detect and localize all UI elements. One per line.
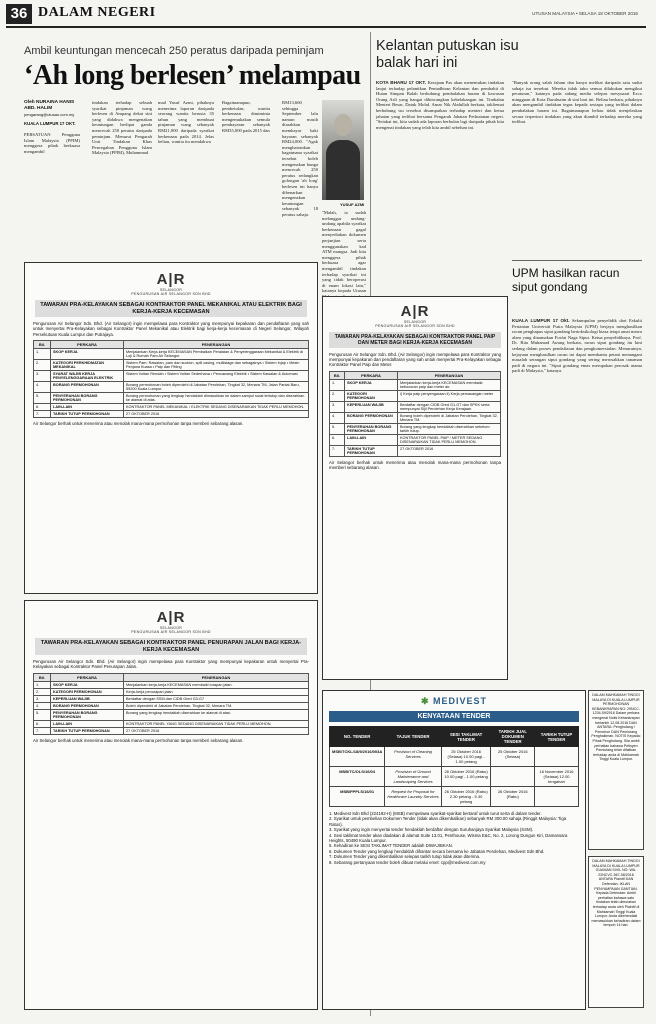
upm-dateline: KUALA LUMPUR 17 Okt.: [512, 318, 570, 323]
medivest-cell-no: MSB/FPPLS/16/01: [330, 787, 385, 807]
ad-intro: Pengurusan Air Selangor Sdn. Bhd. (Air Selangor) ingin mempelawa para Kontraktor yang mempunyai kepakaran dan pendaftaran yang sah untuk menyertai Pra-Kelayakan sebagai Kontraktor Panel Paip dan Meter.: [329, 352, 501, 368]
table-row: [330, 390, 501, 401]
table-cell-desc: Sistem Pam: Rawatan, pam dan suction, spill casing, multistage dan sebagainya • Sistem Injap • Mesin Penjana Kuasa • Paip dan Fitting: [124, 359, 309, 370]
ad-title: TAWARAN PRA-KELAYAKAN SEBAGAI KONTRAKTOR PANEL PENURAPAN JALAN BAGI KERJA-KERJA KECEMASAN: [35, 638, 307, 655]
air-selangor-logo: A|R: [156, 271, 186, 288]
medivest-cell-no: MSB/TC/OLS/16/04: [330, 767, 385, 787]
medivest-cell-brief: 26 Oktober 2016 (Rabu) 10.00 pagi - 1.00 petang: [441, 767, 491, 787]
table-cell-item: SYARAT WAJIB KERJA PENYELENGGARAAN ELEKTRIK: [51, 370, 124, 381]
medivest-cell-close: [535, 747, 579, 767]
table-cell-item: BORANG PERMOHONAN: [345, 412, 398, 423]
table-row: [34, 359, 309, 370]
table-cell-no: 6.: [34, 720, 51, 727]
tender-ad-mechanical: [24, 262, 318, 594]
table-cell-item: BORANG PERMOHONAN: [51, 702, 124, 709]
medivest-note: 3. Syarikat yang ingin menyertai tender hendaklah berdaftar dengan Suruhanjaya Syarikat Malaysia (SSM).: [329, 827, 534, 833]
section-title: DALAM NEGERI: [38, 5, 156, 20]
medivest-header: NO. TENDER: [330, 727, 385, 747]
story-kicker: Ambil keuntungan mencecah 250 peratus daripada peminjam: [24, 45, 324, 57]
table-cell-item: PENYERAHAN BORANG PERMOHONAN: [51, 709, 124, 720]
medivest-row: [330, 787, 579, 807]
table-row: [34, 392, 309, 403]
ad-footer: Air Selangor berhak untuk menerima atau menolak mana-mana permohonan tanpa memberi sebarang alasan.: [33, 420, 244, 426]
kelantan-col-2: "Banyak orang salah faham dan hanya melihat daripada satu sudut sahaja isu tersebut. Mereka tidak tahu semua dilakukan mengikut peraturan," katanya pada sidang media selepas mesyuarat Exco mingguan di Kota Darulnaim di sini hari ini. Beliau berkata, pihaknya akan mengambil tindakan tegas kepada sesiapa yang terlibat dalam pembalakan haram ini. Bagaimanapun beliau tidak menjelaskan secara terperinci tindakan yang akan diambil terhadap mereka yang terlibat.: [512, 80, 642, 125]
ad-table: [33, 340, 309, 418]
table-row: [330, 401, 501, 412]
table-row: [330, 445, 501, 456]
table-cell-item: TARIKH TUTUP PERMOHONAN: [51, 410, 124, 417]
table-cell-desc: Borang boleh diperolehi di Jabatan Perolehan, Tingkat 32, Menara TM.: [398, 412, 501, 423]
table-cell-item: TARIKH TUTUP PERMOHONAN: [51, 727, 124, 734]
ad-title: TAWARAN PRA-KELAYAKAN SEBAGAI KONTRAKTOR PANEL MEKANIKAL ATAU ELEKTRIK BAGI KERJA-KERJA KECEMASAN: [35, 300, 307, 317]
upm-text: Sekumpulan penyelidik dari Fakulti Pertanian Universiti Putra Malaysia (UPM) berjaya menghasilkan racun penghapus siput gondang bertoksikologi biasa tetapi amat mesra alam yang dinamakan Fosfat Naga Siput. Ketua penyelidiknya, Prof. Dr. Rita Muhamad Awang berkata, racun siput gondang itu kini sedang dalam proses pendaftaran dan pengkomersialan. Menurutnya, kejayaan menghasilkan racun ini dapat membantu petani menangani masalah serangan siput gondang yang sering merosakkan tanaman padi di negara ini. "Siput gondang emas merupakan perosak utama padi di Malaysia," katanya.: [512, 318, 642, 374]
table-cell-desc: Borang permohonan yang lengkap hendaklah dimasukkan ke dalam sampul surat tertutup dan diserahkan ke alamat di atas.: [124, 392, 309, 403]
table-row: [34, 720, 309, 727]
table-row: [34, 688, 309, 695]
table-cell-desc: Borang yang lengkap hendaklah diserahkan sebelum tarikh tutup.: [398, 423, 501, 434]
table-cell-no: 7.: [34, 727, 51, 734]
medivest-cell-title: Provision of Ground Maintenance and Landscaping Services: [385, 767, 442, 787]
table-cell-desc: KONTRAKTOR PANEL MEKANIKAL / ELEKTRIK SEDANG DISENARAIKAN TIDAK PERLU MEMOHON.: [124, 403, 309, 410]
medivest-row: [330, 747, 579, 767]
medivest-cell-brief: 26 Oktober 2016 (Rabu) 2.30 petang - 5.30 petang: [441, 787, 491, 807]
table-cell-no: 1.: [34, 681, 51, 688]
medivest-row: [330, 767, 579, 787]
kelantan-divider: [512, 260, 642, 261]
medivest-logo: [323, 696, 585, 707]
dateline: KUALA LUMPUR 17 OKT.: [24, 121, 76, 126]
table-cell-item: TARIKH TUTUP PERMOHONAN: [345, 445, 398, 456]
table-row: [34, 702, 309, 709]
table-cell-desc: Kerja-kerja penurapan jalan: [124, 688, 309, 695]
table-cell-desc: 27 OKTOBER 2016: [124, 410, 309, 417]
medivest-note: 8. Sebarang pertanyaan tender boleh dibuat melalui emel: cpp@medivest.com.my: [329, 859, 486, 865]
table-row: [34, 681, 309, 688]
table-row: [330, 379, 501, 390]
table-cell-item: KATEGORI PERKHIDMATAN MEKANIKAL: [51, 359, 124, 370]
story-col-2: tindakan terhadap sebuah syarikat pinjaman wang berlesen di Ampang dekat sini yang didakwa mengenakan keuntungan berlipat ganda mencecah 250 peratus daripada peminjam. Menurut Pengarah Unit Tindakan Khas Pencegahan Pengguna Islam Malaysia (PPIM), Muhammad: [92, 100, 152, 156]
table-row: [34, 709, 309, 720]
medivest-cell-sale: [491, 767, 535, 787]
table-cell-no: 2.: [34, 688, 51, 695]
table-row: [34, 727, 309, 734]
col-no: Bil.: [330, 371, 345, 379]
table-cell-desc: 27 OKTOBER 2016: [124, 727, 309, 734]
table-cell-no: 1.: [330, 379, 345, 390]
logo-subtitle: SELANGOR: [403, 320, 427, 324]
medivest-logo-icon: ✱: [420, 696, 430, 706]
air-selangor-logo: A|R: [156, 609, 186, 626]
ad-footer: Air Selangor berhak untuk menerima atau menolak mana-mana permohonan tanpa memberi sebarang alasan.: [329, 459, 501, 470]
col-desc: PENERANGAN: [124, 673, 309, 681]
table-cell-item: PENYERAHAN BORANG PERMOHONAN: [51, 392, 124, 403]
medivest-note: 7. Dokumen Tender yang dikembalikan selepas tarikh tutup tidak akan diterima.: [329, 854, 481, 860]
ad-table: [329, 371, 501, 457]
medivest-cell-sale: 26 Oktober 2016 (Rabu): [491, 787, 535, 807]
table-cell-no: 5.: [34, 392, 51, 403]
legal-notice-1: DALAM MAHKAMAH TINGGI MALAYA DI KUALA LUMPUR PERMOHONAN KEBANKRAPAN NO: 29NCC-1234-09/2016 Dalam perkara mengenai Notis Kebankrapan bertarikh 12.08.2016 DAN ANTARA: Penghutang / Pemohon DAN Pemiutang Penghakiman. NOTIS Kepada: Pihak Penghutang. Sila ambil perhatian bahawa Petisyen Pemiutang telah difailkan terhadap anda di Mahkamah Tinggi Kuala Lumpur.: [588, 690, 644, 850]
table-cell-desc: Boleh diperolehi di Jabatan Perolehan, Tingkat 32, Menara TM.: [124, 702, 309, 709]
table-cell-no: 6.: [330, 434, 345, 445]
table-row: [34, 381, 309, 392]
table-row: [34, 695, 309, 702]
logo-subtitle: SELANGOR: [159, 288, 183, 292]
table-cell-no: 1.: [34, 348, 51, 359]
table-row: [330, 434, 501, 445]
medivest-header: SESI TAKLIMAT TENDER: [441, 727, 491, 747]
table-cell-item: SKOP KERJA: [345, 379, 398, 390]
kelantan-col-1: [376, 80, 504, 130]
table-cell-desc: 27 OKTOBER 2016: [398, 445, 501, 456]
medivest-cell-sale: 25 Oktober 2016 (Selasa): [491, 747, 535, 767]
medivest-header: TARIKH JUAL DOKUMEN TENDER: [491, 727, 535, 747]
story-col-4: Bagaimanapun, pembetulan, wanita berkenaan dimiminta mengemukakan semula pembayaran sebanyak RM35,000 pada 2015 dan: [222, 100, 270, 133]
kelantan-text-1: Kerajaan Pas akan menentukan tindakan lanjut terhadap pelantikan Pentadbiran Kelantan dan pembabit di Hutan Simpan Balah berhubung pembalakan haram di kawasan Orang Asli yang hangat dibincangkan kebelakangan ini. Timbalan Menteri Besar, Datuk Mohd. Amar Nik Abdullah berkata, takliemat berhubung isu tersebut disampaikan terhadap menteri dan ketua jabatan yang terlibat bersama Pengarah Jabatan Perhutanan negeri. "Setakat ini, kita sudah ada laporan berbulan lagi daripada pihak kita mengenai tindakan yang telah kita ambil sebelum ini.: [376, 80, 504, 130]
kelantan-dateline: KOTA BHARU 17 OKT.: [376, 80, 426, 85]
byline-name-2: ABD. HALIM: [24, 106, 53, 111]
table-cell-desc: Menjalankan kerja-kerja KECEMASAN membaiki kebocoran paip dan meter air.: [398, 379, 501, 390]
story-headline: ‘Ah long berlesen’ melampau: [24, 60, 361, 91]
tender-ad-road-paving: [24, 600, 318, 1010]
medivest-cell-title: Request for Proposal for Healthcare Laundry Services: [385, 787, 442, 807]
col-no: Bil.: [34, 673, 51, 681]
table-row: [34, 348, 309, 359]
upm-body: [512, 318, 642, 374]
medivest-header: TAJUK TENDER: [385, 727, 442, 747]
table-cell-no: 4.: [34, 381, 51, 392]
col-item: PERKARA: [345, 371, 398, 379]
medivest-notes: [329, 811, 579, 865]
medivest-note: 1. Medivest Sdn Bhd (224192-H) (MSB) mempelawa syarikat-syarikat bertaraf untuk turut serta di dalam tender.: [329, 811, 542, 816]
table-cell-no: 7.: [34, 410, 51, 417]
col-desc: PENERANGAN: [398, 371, 501, 379]
table-cell-item: KEPERLUAN WAJIB: [345, 401, 398, 412]
table-cell-no: 7.: [330, 445, 345, 456]
table-cell-item: LAIN-LAIN: [51, 403, 124, 410]
table-cell-no: 4.: [330, 412, 345, 423]
medivest-note: 6. Dokumen Tender yang lengkap hendaklah dihantar secara bersama ke Jabatan Perolehan, Medivest Sdn Bhd.: [329, 848, 545, 854]
table-cell-desc: i) Kerja paip penyengaraan ii) Kerja pemasangan meter: [398, 390, 501, 401]
kelantan-headline: Kelantan putuskan isu balak hari ini: [376, 38, 519, 71]
story-col-5: RM13,660 sehingga September lalu namun masih diarahkan membayar baki bayaran sebanyak RM24,000. "Agak menghairankan bagaimana syarikat tersebut boleh mengenakan bunga mencecah 250 peratus sedangkan golongan 'ah long' berlesen ini hanya dibenarkan mengenakan keuntungan sebanyak 18 peratus sahaja.: [282, 100, 318, 217]
table-cell-no: 5.: [330, 423, 345, 434]
upm-headline: UPM hasilkan racun siput gondang: [512, 266, 620, 294]
table-cell-no: 5.: [34, 709, 51, 720]
table-cell-no: 4.: [34, 702, 51, 709]
table-cell-desc: Menjalankan kerja-kerja KECEMASAN membaiki turapan jalan.: [124, 681, 309, 688]
table-cell-desc: KONTRAKTOR PANEL YANG SEDANG DISENARAIKAN TIDAK PERLU MEMOHON.: [124, 720, 309, 727]
tender-ad-pipe-meter: [322, 296, 508, 680]
byline-email: pengarang@utusan.com.my: [24, 112, 75, 117]
table-row: [330, 412, 501, 423]
ad-table: [33, 673, 309, 735]
table-cell-item: LAIN-LAIN: [51, 720, 124, 727]
col-item: PERKARA: [51, 673, 124, 681]
issuer-name: PENGURUSAN AIR SELANGOR SDN BHD: [375, 324, 455, 328]
ad-title: TAWARAN PRA-KELAYAKAN SEBAGAI KONTRAKTOR PANEL PAIP DAN METER BAGI KERJA-KERJA KECEMASAN: [329, 332, 501, 348]
table-cell-desc: Berdaftar dengan SSM dan CIDB Gred G3-G7: [124, 695, 309, 702]
table-cell-item: BORANG PERMOHONAN: [51, 381, 124, 392]
table-cell-desc: Menjalankan Kerja-kerja KECEMASAN Pembaikan Peralatan & Penyelenggaraan Mekanikal & Elektrik di Loji & Rumah Pam Air Selangor.: [124, 348, 309, 359]
medivest-title: KENYATAAN TENDER: [329, 711, 579, 722]
table-cell-item: KATEGORI PERMOHONAN: [345, 390, 398, 401]
issuer-name: PENGURUSAN AIR SELANGOR SDN BHD: [131, 630, 211, 634]
medivest-cell-title: Provision of Cleaning Services: [385, 747, 442, 767]
table-cell-no: 3.: [34, 695, 51, 702]
medivest-header: TARIKH TUTUP TENDER: [535, 727, 579, 747]
medivest-note: 2. Syarikat untuk pembelian Dokumen Tender (tidak akan dikembalikan) sebanyak RM 300.00 sahaja (Ringgit Malaysia: Tiga Ratus).: [329, 816, 567, 827]
logo-subtitle: SELANGOR: [159, 626, 183, 630]
medivest-cell-no: MSB/TCKL/18/9/2016/003A: [330, 747, 385, 767]
table-cell-no: 2.: [330, 390, 345, 401]
medivest-table: [329, 726, 579, 807]
table-cell-item: KATEGORI PERMOHONAN: [51, 688, 124, 695]
medivest-tender-ad: [322, 690, 586, 1010]
story-col-6: "Malah, ia sudah melanggar undang-undang apabila syarikat berkenaan gagal menyediakan dokumen perjanjian serta menggunakan kad ATM mangsa. Jadi kita menggesa pihak berkuasa agar mengambil tindakan terhadap syarikat ini yang tidak beroperasi di enam lokasi lain," katanya kepada Utusan: [322, 210, 366, 294]
photo-caption: YUSUF AZMI: [340, 202, 365, 207]
table-cell-item: KEPERLUAN WAJIB: [51, 695, 124, 702]
table-cell-item: PENYERAHAN BORANG PERMOHONAN: [345, 423, 398, 434]
table-cell-item: LAIN-LAIN: [345, 434, 398, 445]
table-row: [34, 403, 309, 410]
table-cell-no: 3.: [34, 370, 51, 381]
page-number: 36: [6, 4, 32, 24]
table-cell-no: 3.: [330, 401, 345, 412]
table-cell-desc: Sistem Voltan Rendah • Sistem Voltan Sederhana • Pencawang Elektrik • Sistem Kawalan & Automasi: [124, 370, 309, 381]
col-item: PERKARA: [51, 340, 124, 348]
medivest-cell-brief: 25 Oktober 2016 (Selasa) 10.00 pagi - 1.00 petang: [441, 747, 491, 767]
table-row: [34, 410, 309, 417]
byline-name: Oleh NURAINA HANIS: [24, 100, 75, 105]
legal-notice-2: DALAM MAHKAMAH TINGGI MALAYA DI KUALA LUMPUR GUAMAN SIVIL NO: WA-22NCVC-567-08/2016 ANTARA Plaintif DAN Defendan. IKLAN PENYAMPAIAN GANTIAN. Kepada Defendan: Ambil perhatian bahawa satu tindakan telah dimulakan terhadap anda oleh Plaintif di Mahkamah Tinggi Kuala Lumpur. Anda dikehendaki memasukkan kehadiran dalam tempoh 14 hari.: [588, 856, 644, 1008]
ad-footer: Air Selangor berhak untuk menerima atau menolak mana-mana permohonan tanpa memberi sebarang alasan.: [33, 737, 244, 743]
table-cell-item: SKOP KERJA: [51, 681, 124, 688]
story-col-1: PERSATUAN Pengguna Islam Malaysia (PPIM) menggesa pihak berkuasa mengambil: [24, 132, 80, 154]
air-selangor-logo: A|R: [400, 303, 430, 320]
ad-intro: Pengurusan Air Selangor Sdn. Bhd. (Air Selangor) ingin mempelawa para Kontraktor yang mempunyai kepakaran untuk menyertai Pra-Kelayakan sebagai Kontraktor Panel Penurapan Jalan.: [33, 659, 309, 670]
table-cell-no: 2.: [34, 359, 51, 370]
byline: [24, 100, 80, 127]
table-cell-desc: Borang permohonan boleh diperolehi di Jabatan Perolehan, Tingkat 32, Menara TM, Jalan Pantai Baru, 59200 Kuala Lumpur.: [124, 381, 309, 392]
medivest-note: 5. Kehadiran ke SESI TAKLIMAT TENDER adalah DIWAJIBKAN.: [329, 843, 453, 849]
col-desc: PENERANGAN: [124, 340, 309, 348]
table-row: [330, 423, 501, 434]
publication-info: UTUSAN MALAYSIA • SELASA 18 OKTOBER 2016: [532, 11, 638, 16]
issuer-name: PENGURUSAN AIR SELANGOR SDN BHD: [131, 292, 211, 296]
header-rule: [6, 26, 646, 28]
portrait-photo: [322, 100, 364, 200]
col-no: Bil.: [34, 340, 51, 348]
table-row: [34, 370, 309, 381]
medivest-brand: MEDIVEST: [433, 696, 488, 706]
table-cell-desc: Borang yang lengkap hendaklah diserahkan ke alamat di atas.: [124, 709, 309, 720]
medivest-cell-close: 16 November 2016 (Selasa) 12.00 tengahari: [535, 767, 579, 787]
story-col-3: mad Yusuf Azmi, pihaknya menerima laporan daripada seorang wanita berusia 35 tahun yang membuat pinjaman wang sebanyak RM21,000 daripada syarikat berkenaan pada 2014. Jelas beliau, wanita itu mendakwa: [158, 100, 214, 145]
table-cell-item: SKOP KERJA: [51, 348, 124, 359]
medivest-note: 4. Sesi taklimat tender akan diadakan di alamat Suite 13.01, Penthouse, Wisma E&C, No. 2, Lorong Dungun Kiri, Damansara Heights, 50490 Kuala Lumpur.: [329, 832, 568, 844]
medivest-cell-close: [535, 787, 579, 807]
table-cell-desc: Berdaftar dengan CIDB Gred G1-G7 dan SPKK serta mempunyai Sijil Perolehan Kerja Kerajaan.: [398, 401, 501, 412]
ad-intro: Pengurusan Air Selangor Sdn. Bhd. (Air Selangor) ingin mempelawa para Kontraktor yang mempunyai kepakaran dan pendaftaran yang sah untuk menyertai Pra-Kelayakan sebagai Kontraktor Panel Mekanikal atau Elektrik bagi kerja-kerja kecemasan di Negeri Selangor, Wilayah Persekutuan Kuala Lumpur dan Putrajaya.: [33, 321, 309, 337]
table-cell-desc: KONTRAKTOR PANEL PAIP / METER SEDANG DISENARAIKAN TIDAK PERLU MEMOHON.: [398, 434, 501, 445]
table-cell-no: 6.: [34, 403, 51, 410]
